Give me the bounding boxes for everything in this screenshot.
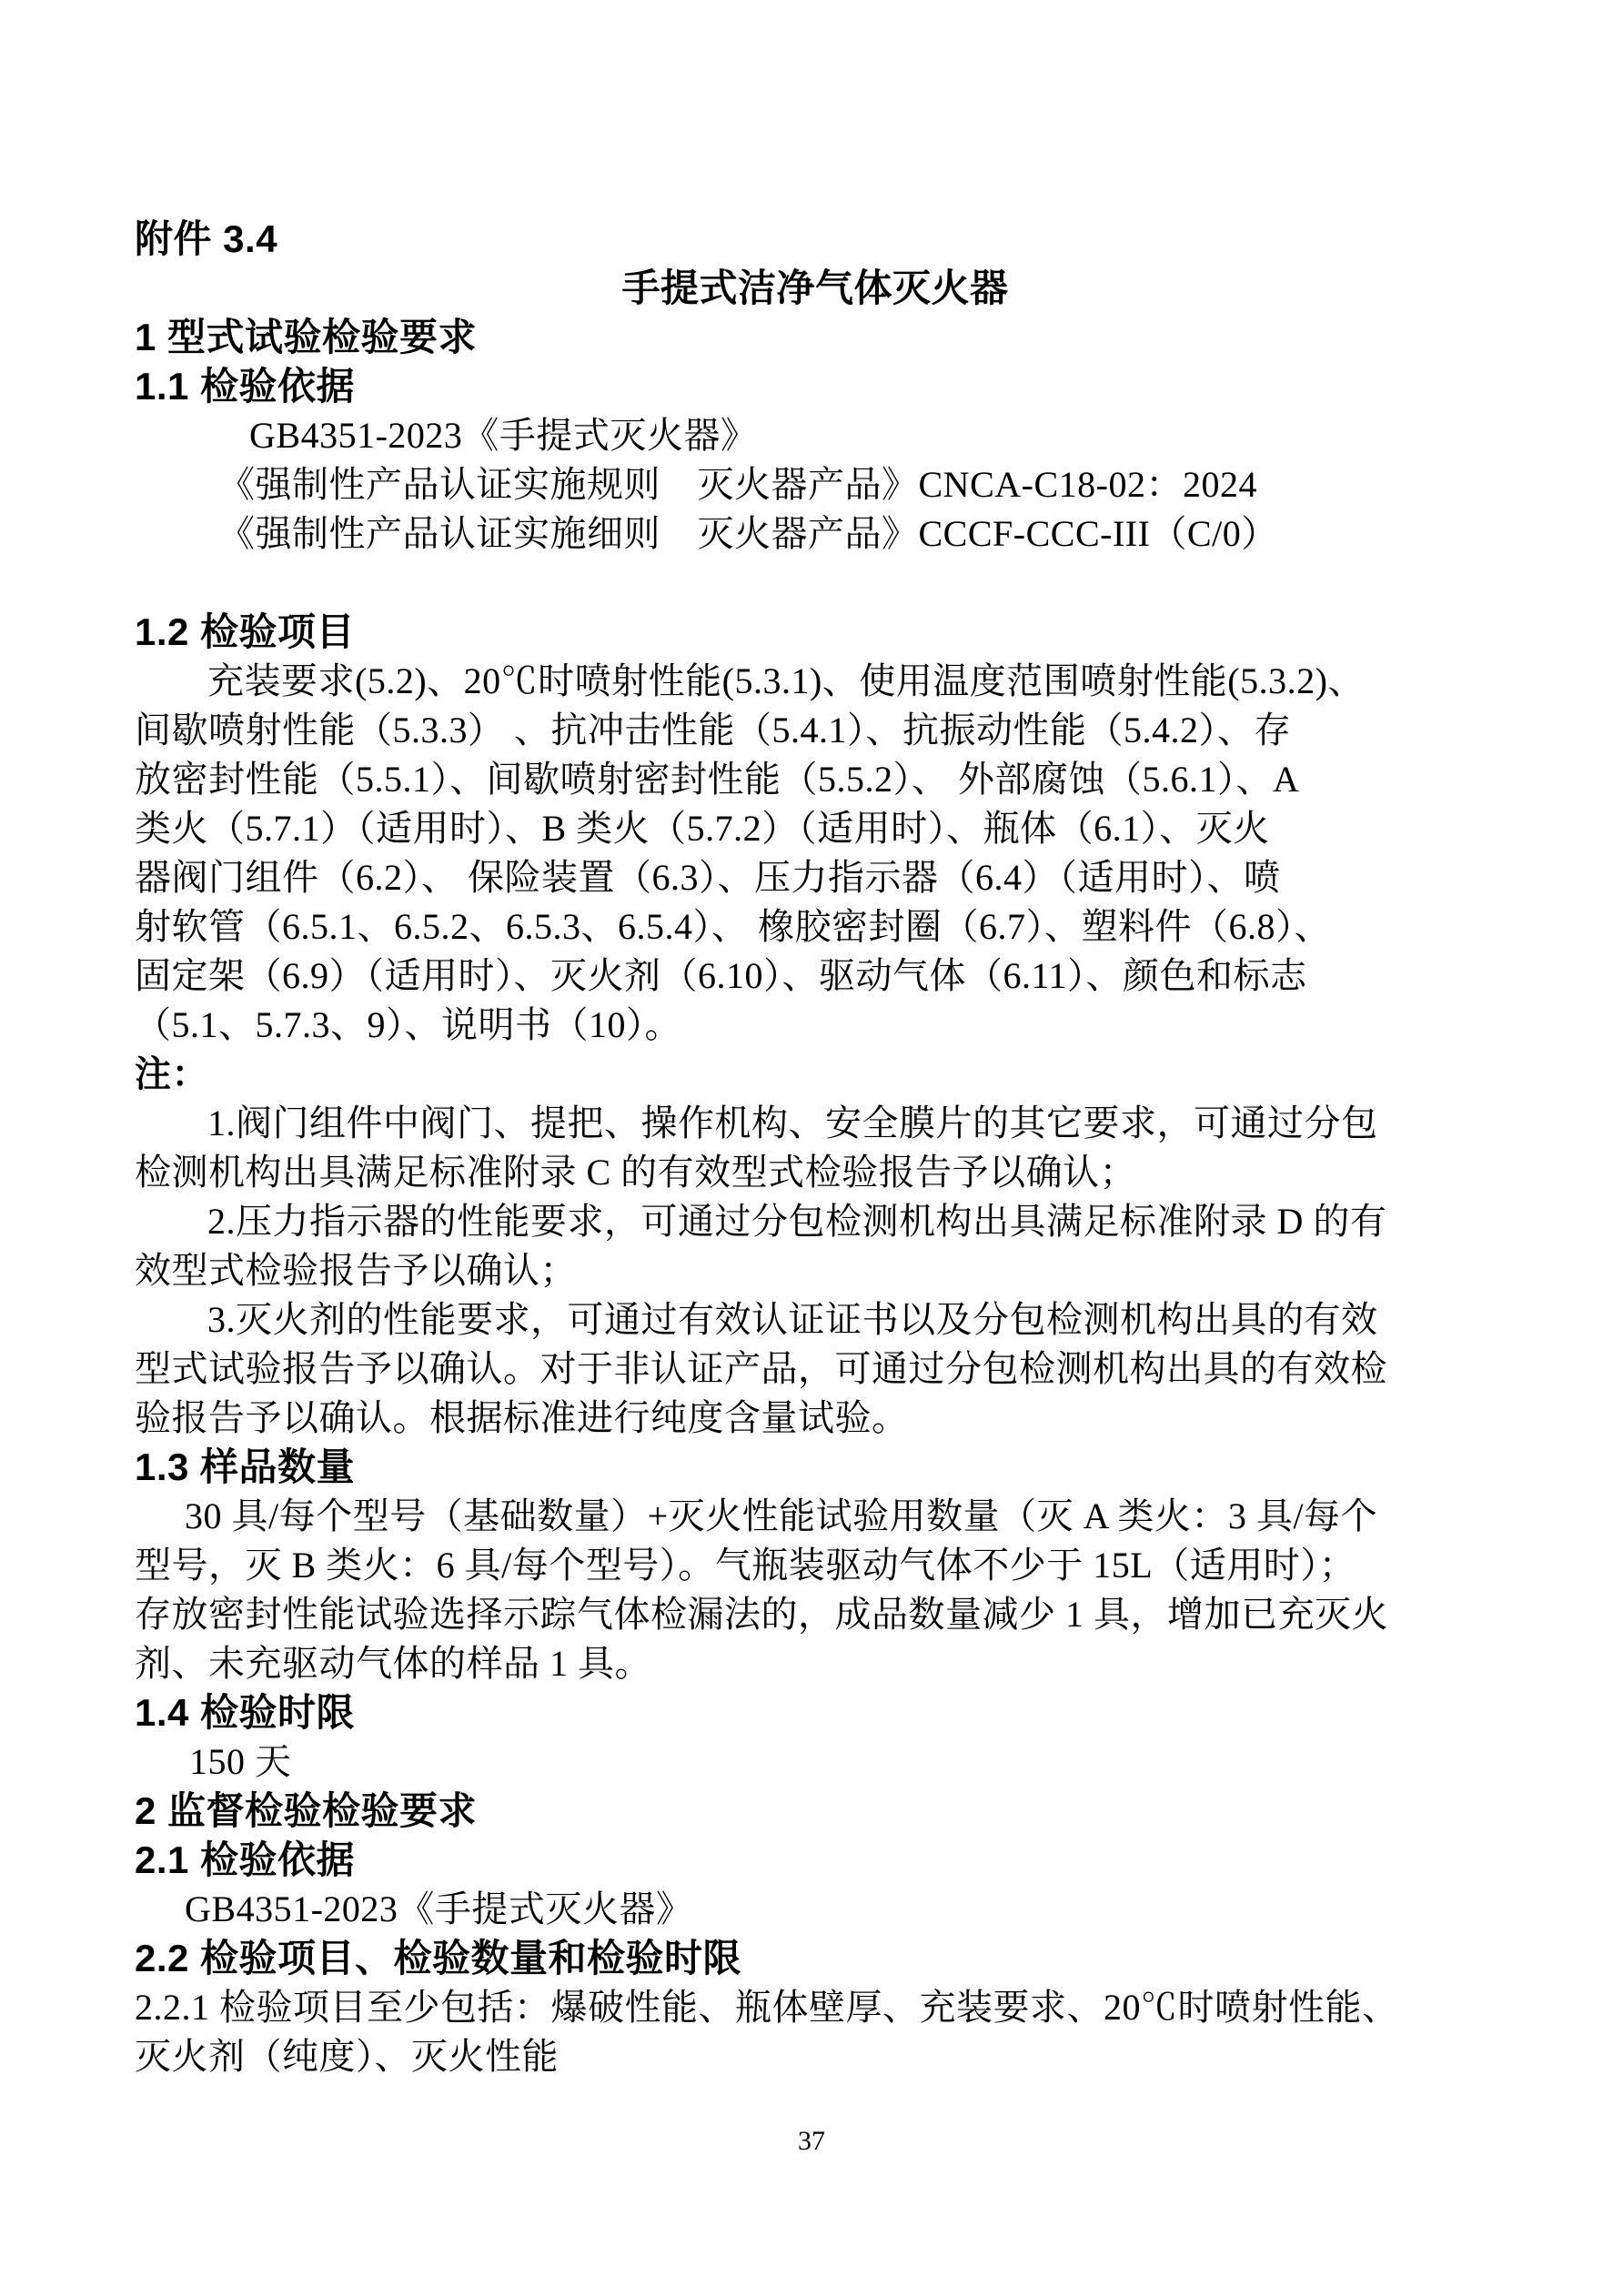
document-line: 验报告予以确认。根据标准进行纯度含量试验。 [135, 1397, 909, 1438]
document-line: 1.阀门组件中阀门、提把、操作机构、安全膜片的其它要求，可通过分包 [207, 1103, 1378, 1143]
page-number: 37 [798, 2126, 825, 2156]
section-heading: 2.1 检验依据 [135, 1838, 356, 1881]
document-line: 效型式检验报告予以确认； [135, 1250, 577, 1291]
document-line: 2.2.1 检验项目至少包括：爆破性能、瓶体壁厚、充装要求、20℃时喷射性能、 [135, 1987, 1399, 2028]
document-line: 型号，灭 B 类火：6 具/每个型号）。气瓶装驱动气体不少于 15L（适用时）； [135, 1545, 1356, 1586]
section-heading: 1.3 样品数量 [135, 1445, 356, 1488]
document-line: 器阀门组件（6.2）、 保险装置（6.3）、压力指示器（6.4）（适用时）、喷 [135, 857, 1281, 898]
document-line: 型式试验报告予以确认。对于非认证产品，可通过分包检测机构出具的有效检 [135, 1348, 1387, 1389]
document-title: 手提式洁净气体灭火器 [621, 267, 1009, 309]
document-line: GB4351-2023《手提式灭火器》 [249, 415, 758, 456]
section-heading: 1.1 检验依据 [135, 365, 356, 408]
section-heading: 1.4 检验时限 [135, 1691, 356, 1734]
attachment-label: 附件 3.4 [135, 217, 278, 260]
document-line: 3.灭火剂的性能要求，可通过有效认证证书以及分包检测机构出具的有效 [207, 1299, 1378, 1340]
document-line: 30 具/每个型号（基础数量）+灭火性能试验用数量（灭 A 类火：3 具/每个 [185, 1495, 1377, 1536]
document-line: 射软管（6.5.1、6.5.2、6.5.3、6.5.4）、 橡胶密封圈（6.7）、塑料件（6.8）、 [135, 906, 1331, 947]
document-line: 《强制性产品认证实施规则 灭火器产品》CNCA-C18-02：2024 [218, 464, 1257, 505]
document-line: 《强制性产品认证实施细则 灭火器产品》CCCF-CCC-III（C/0） [218, 513, 1278, 554]
document-content [135, 215, 1496, 2081]
document-line: 间歇喷射性能（5.3.3） 、抗冲击性能（5.4.1）、抗振动性能（5.4.2）、存 [135, 710, 1291, 750]
document-line: （5.1、5.7.3、9）、说明书（10）。 [135, 1004, 681, 1045]
section-heading: 2 监督检验检验要求 [135, 1789, 478, 1832]
document-line: 充装要求(5.2)、20℃时喷射性能(5.3.1)、使用温度范围喷射性能(5.3.2)、 [207, 660, 1365, 701]
section-heading: 1 型式试验检验要求 [135, 316, 478, 358]
note-label: 注： [135, 1054, 208, 1094]
blank-line [135, 559, 1496, 608]
document-line: 类火（5.7.1）（适用时）、B 类火（5.7.2）（适用时）、瓶体（6.1）、灭火 [135, 808, 1270, 849]
document-line: 存放密封性能试验选择示踪气体检漏法的，成品数量减少 1 具，增加已充灭火 [135, 1594, 1388, 1635]
document-line: 150 天 [189, 1741, 292, 1782]
document-line: 固定架（6.9）（适用时）、灭火剂（6.10）、驱动气体（6.11）、颜色和标志 [135, 955, 1307, 996]
document-line: GB4351-2023《手提式灭火器》 [185, 1888, 693, 1929]
document-line: 检测机构出具满足标准附录 C 的有效型式检验报告予以确认； [135, 1152, 1137, 1193]
document-line: 2.压力指示器的性能要求，可通过分包检测机构出具满足标准附录 D 的有 [207, 1201, 1387, 1242]
document-line: 放密封性能（5.5.1）、间歇喷射密封性能（5.5.2）、 外部腐蚀（5.6.1）、A [135, 759, 1300, 800]
document-line: 剂、未充驱动气体的样品 1 具。 [135, 1643, 651, 1684]
document-line: 灭火剂（纯度）、灭火性能 [135, 2036, 559, 2077]
section-heading: 1.2 检验项目 [135, 610, 356, 653]
section-heading: 2.2 检验项目、检验数量和检验时限 [135, 1937, 742, 1979]
